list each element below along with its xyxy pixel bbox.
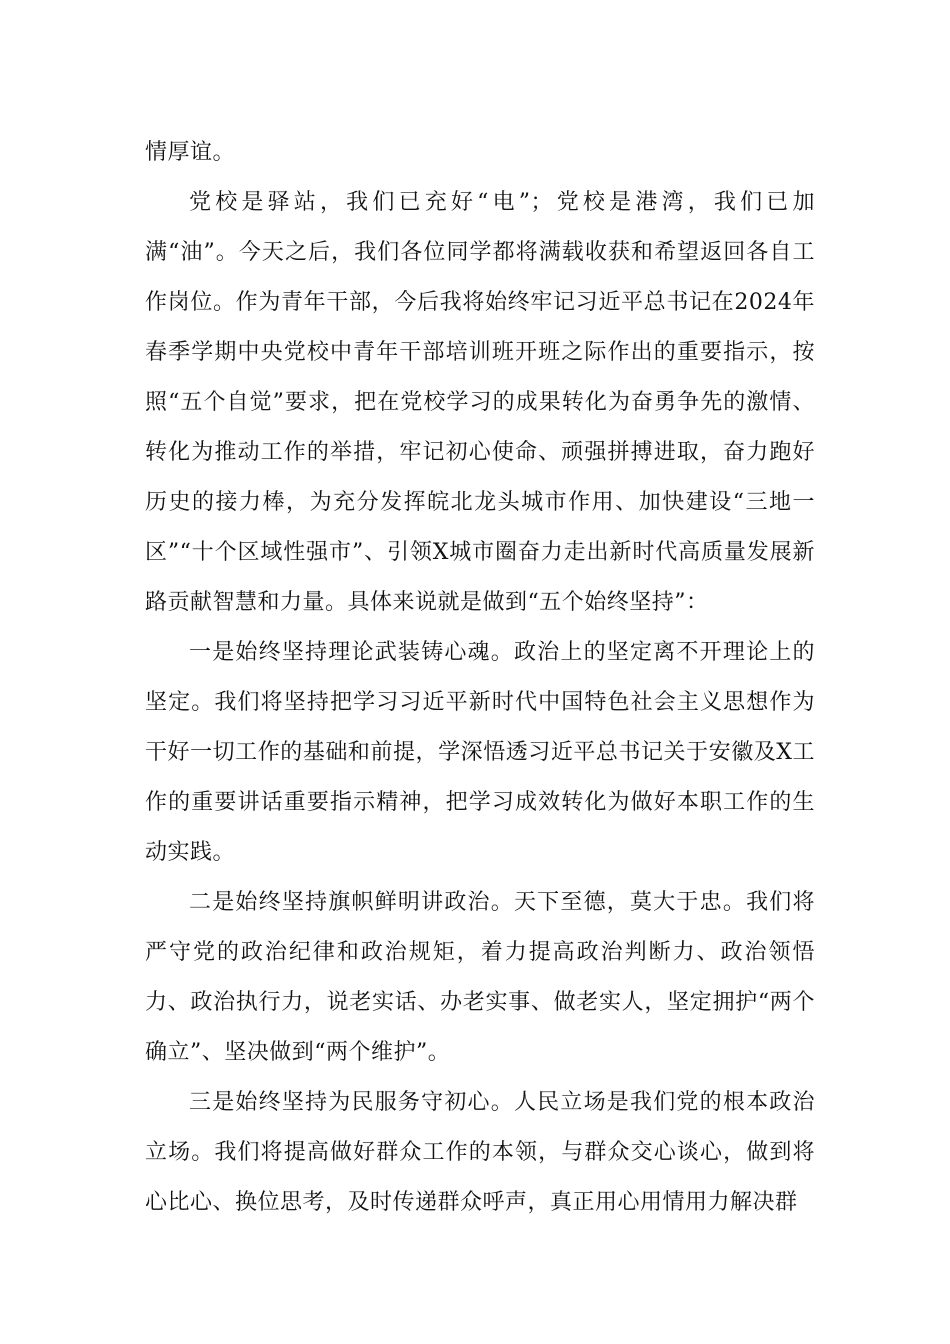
- paragraph-point-three: 三是始终坚持为民服务守初心。人民立场是我们党的根本政治立场。我们将提高做好群众工作的本领，与群众交心谈心，做到将心比心、换位思考，及时传递群众呼声，真正用心用情用力解决群: [145, 1090, 815, 1215]
- paragraph-intro: 党校是驿站，我们已充好“电”；党校是港湾，我们已加满“油”。今天之后，我们各位同学都将满载收获和希望返回各自工作岗位。作为青年干部，今后我将始终牢记习近平总书记在2024年春季学期中央党校中青年干部培训班开班之际作出的重要指示，按照“五个自觉”要求，把在党校学习的成果转化为奋勇争先的激情、转化为推动工作的举措，牢记初心使命、顽强拼搏进取，奋力跑好历史的接力棒，为充分发挥皖北龙头城市作用、加快建设“三地一区”“十个区域性强市”、引领X城市圈奋力走出新时代高质量发展新路贡献智慧和力量。具体来说就是做到“五个始终坚持”：: [145, 190, 815, 615]
- document-body: [145, 128, 815, 1228]
- paragraph-continuation: 情厚谊。: [145, 140, 236, 165]
- paragraph-point-two: 二是始终坚持旗帜鲜明讲政治。天下至德，莫大于忠。我们将严守党的政治纪律和政治规矩，着力提高政治判断力、政治领悟力、政治执行力，说老实话、办老实事、做老实人，坚定拥护“两个确立”、坚决做到“两个维护”。: [145, 890, 815, 1065]
- paragraph-point-one: 一是始终坚持理论武装铸心魂。政治上的坚定离不开理论上的坚定。我们将坚持把学习习近平新时代中国特色社会主义思想作为干好一切工作的基础和前提，学深悟透习近平总书记关于安徽及X工作的重要讲话重要指示精神，把学习成效转化为做好本职工作的生动实践。: [145, 640, 815, 865]
